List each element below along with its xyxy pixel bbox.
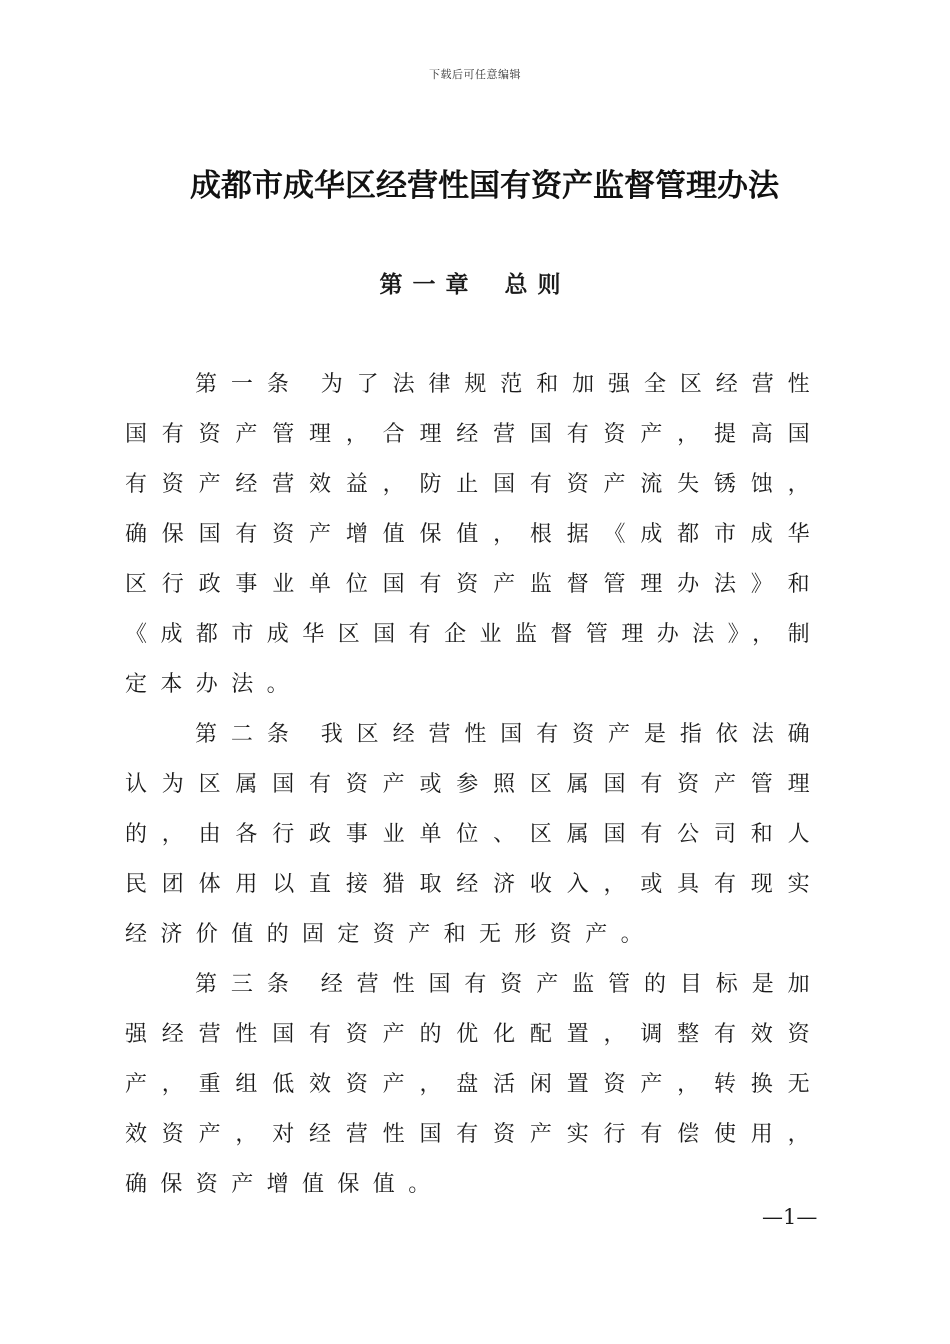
article-paragraph: [125, 960, 823, 1210]
article-label: 第三条: [195, 972, 303, 997]
document-body: [125, 360, 823, 1210]
article-paragraph: [125, 710, 823, 960]
chapter-heading: [0, 270, 950, 300]
article-paragraph: [125, 360, 823, 710]
article-text: 我区经营性国有资产是指依法确认为区属国有资产或参照区属国有资产管理的，由各行政事业单位、区属国有公司和人民团体用以直接猎取经济收入，或具有现实经济价值的固定资产和无形资产。: [125, 722, 824, 947]
page-number: —1—: [762, 1205, 818, 1229]
article-label: 第一条: [195, 372, 303, 397]
article-label: 第二条: [195, 722, 303, 747]
chapter-name: 总则: [504, 271, 571, 298]
document-title: 成都市成华区经营性国有资产监督管理办法: [190, 168, 779, 204]
header-note: 下载后可任意编辑: [429, 68, 521, 81]
article-text: 为了法律规范和加强全区经营性国有资产管理，合理经营国有资产，提高国有资产经营效益，防止国有资产流失锈蚀，确保国有资产增值保值，根据《成都市成华区行政事业单位国有资产监督管理办法》和《成都市成华区国有企业监督管理办法》，制定本办法。: [125, 372, 824, 697]
article-text: 经营性国有资产监管的目标是加强经营性国有资产的优化配置，调整有效资产，重组低效资产，盘活闲置资产，转换无效资产，对经营性国有资产实行有偿使用，确保资产增值保值。: [125, 972, 824, 1197]
chapter-number: 第一章: [379, 271, 479, 298]
